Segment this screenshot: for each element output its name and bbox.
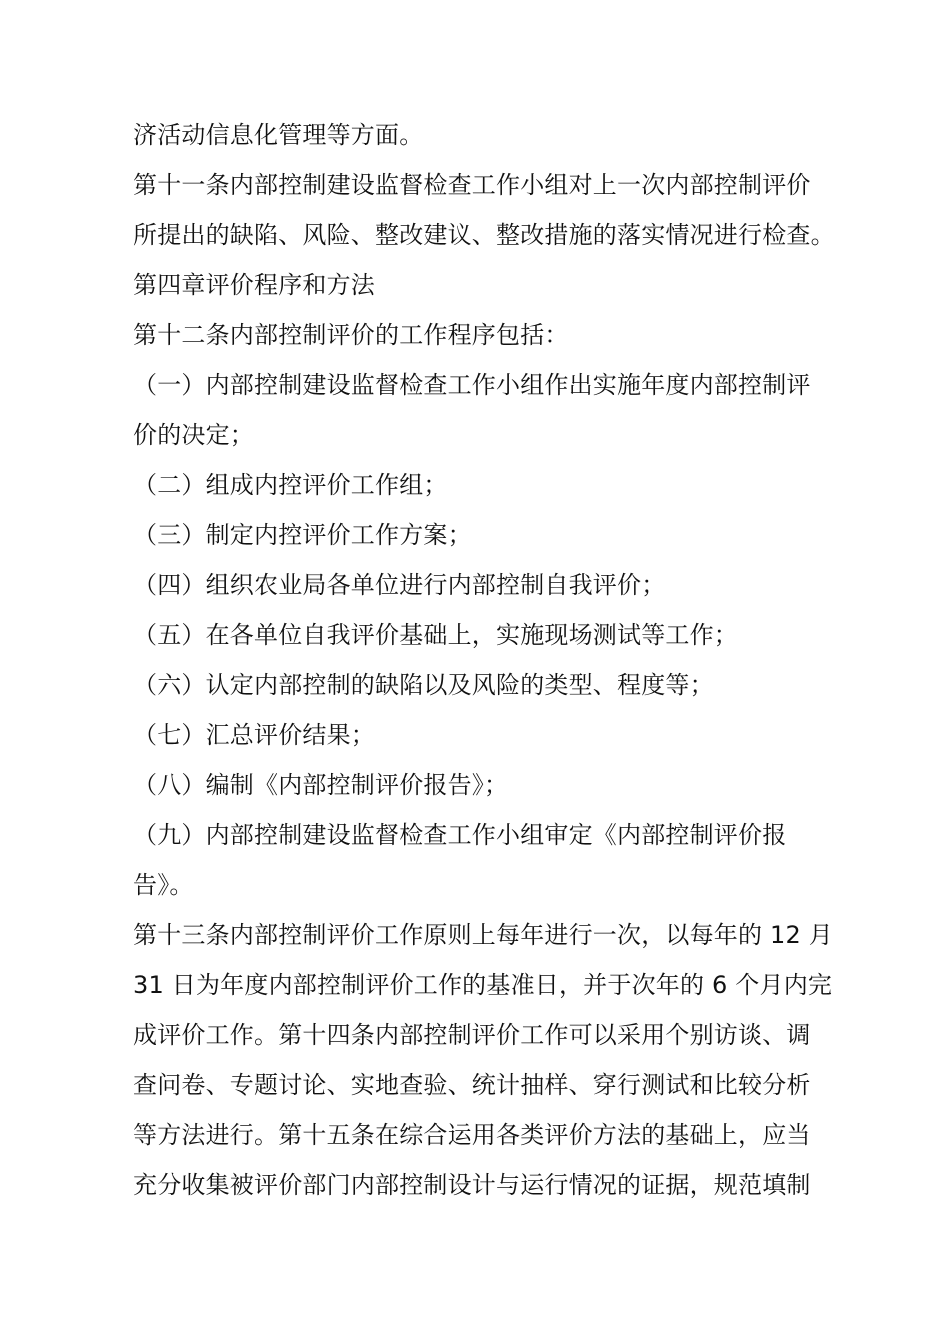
list-item-continuation: 价的决定； <box>133 421 254 449</box>
text-line: 第十二条内部控制评价的工作程序包括： <box>133 321 569 349</box>
list-item-continuation: 告》。 <box>133 871 194 899</box>
list-item: （二）组成内控评价工作组； <box>133 471 448 499</box>
list-item: （一）内部控制建设监督检查工作小组作出实施年度内部控制评 <box>133 371 811 399</box>
text-line: 第十一条内部控制建设监督检查工作小组对上一次内部控制评价 <box>133 171 811 199</box>
text-line: 等方法进行。第十五条在综合运用各类评价方法的基础上，应当 <box>133 1121 811 1149</box>
text-line: 充分收集被评价部门内部控制设计与运行情况的证据，规范填制 <box>133 1171 811 1199</box>
chapter-heading: 第四章评价程序和方法 <box>133 271 375 299</box>
list-item: （六）认定内部控制的缺陷以及风险的类型、程度等； <box>133 671 714 699</box>
list-item: （七）汇总评价结果； <box>133 721 375 749</box>
text-line: 第十三条内部控制评价工作原则上每年进行一次，以每年的 12 月 <box>133 921 833 949</box>
text-line: 31 日为年度内部控制评价工作的基准日，并于次年的 6 个月内完 <box>133 971 833 999</box>
list-item: （八）编制《内部控制评价报告》； <box>133 771 509 799</box>
list-item: （三）制定内控评价工作方案； <box>133 521 472 549</box>
text-line: 济活动信息化管理等方面。 <box>133 121 424 149</box>
text-line: 成评价工作。第十四条内部控制评价工作可以采用个别访谈、调 <box>133 1021 811 1049</box>
list-item: （九）内部控制建设监督检查工作小组审定《内部控制评价报 <box>133 821 787 849</box>
list-item: （四）组织农业局各单位进行内部控制自我评价； <box>133 571 666 599</box>
text-line: 所提出的缺陷、风险、整改建议、整改措施的落实情况进行检查。 <box>133 221 835 249</box>
list-item: （五）在各单位自我评价基础上，实施现场测试等工作； <box>133 621 738 649</box>
text-line: 查问卷、专题讨论、实地查验、统计抽样、穿行测试和比较分析 <box>133 1071 811 1099</box>
